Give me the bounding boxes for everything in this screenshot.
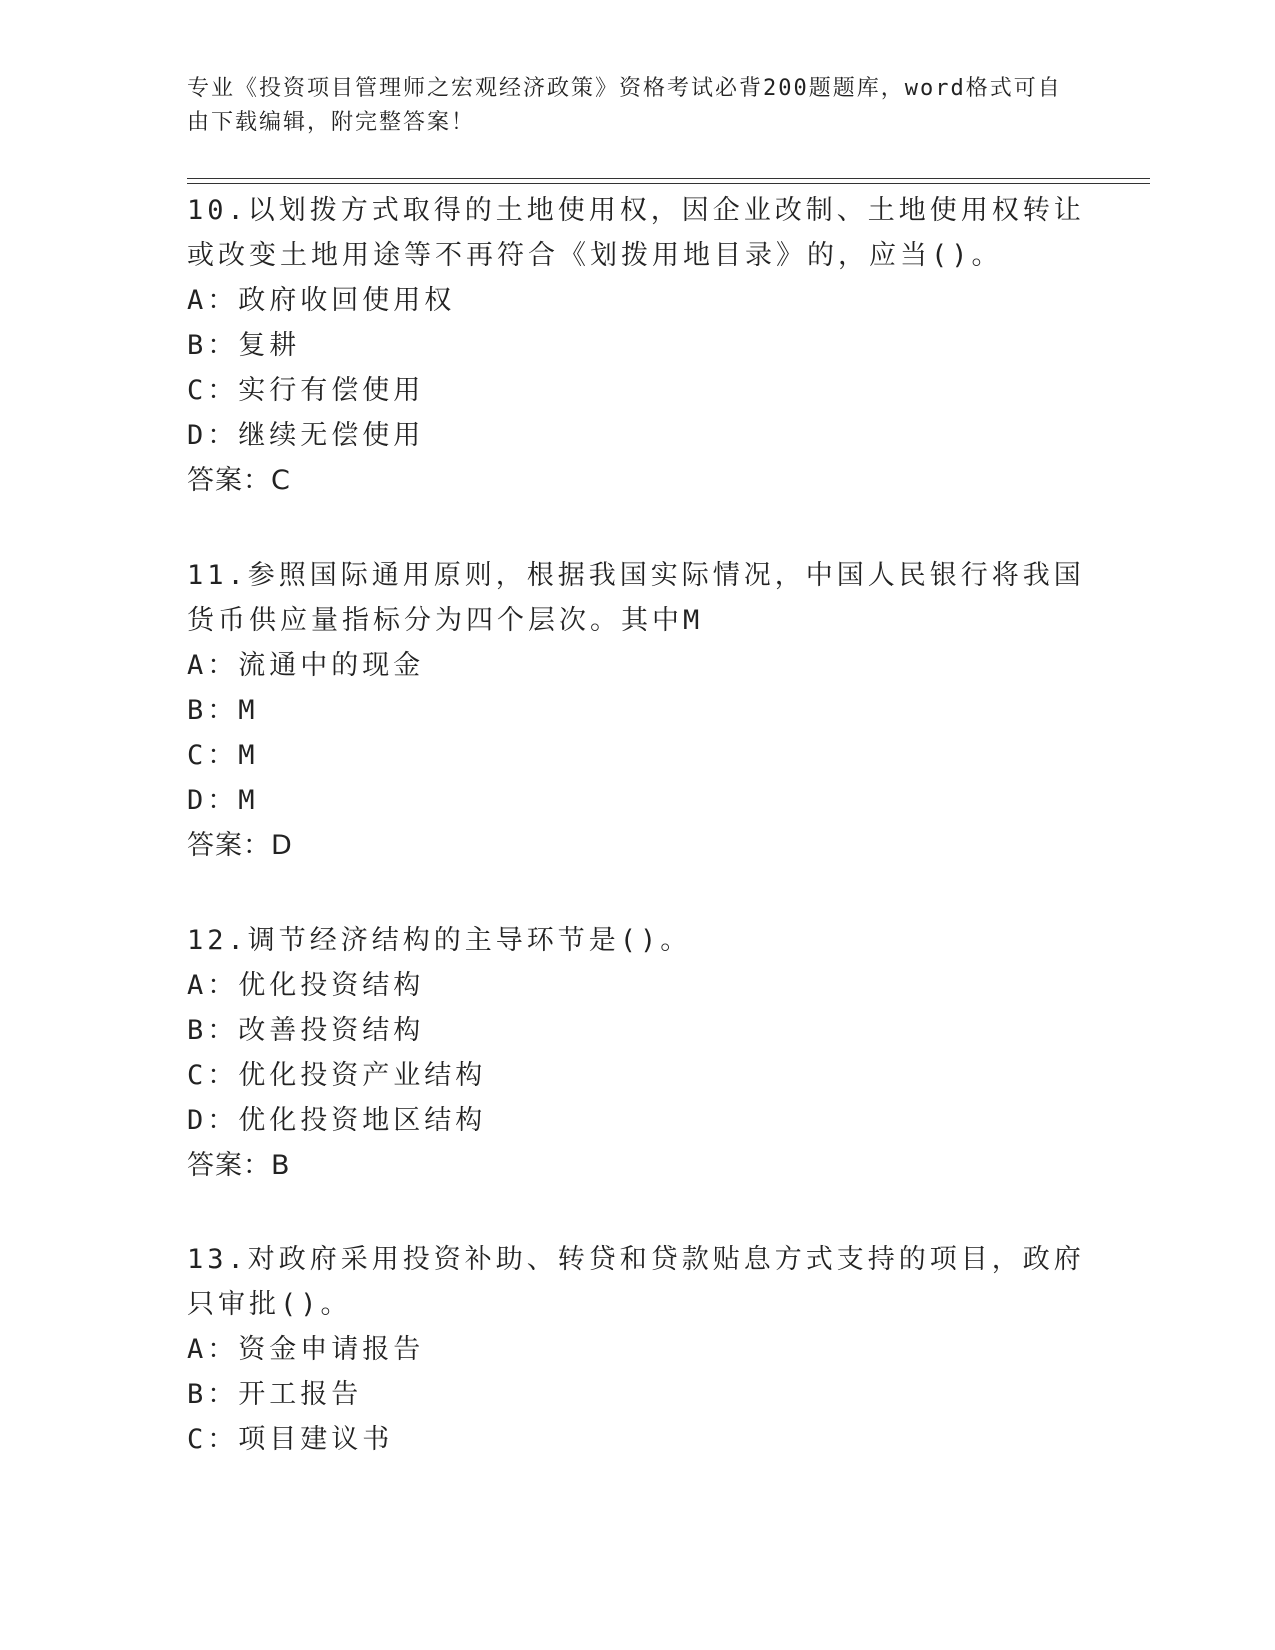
question-block (187, 553, 1087, 868)
question-stem: 10.以划拨方式取得的土地使用权，因企业改制、土地使用权转让或改变土地用途等不再符合《划拨用地目录》的，应当()。 (187, 195, 1085, 271)
option-c: C：M (187, 740, 259, 771)
answer-line: 答案：C (187, 465, 291, 496)
question-block (187, 918, 1087, 1188)
option-b: B：复耕 (187, 330, 301, 361)
option-b: B：开工报告 (187, 1379, 363, 1410)
option-c: C：实行有偿使用 (187, 375, 425, 406)
question-block (187, 1237, 1087, 1462)
option-d: D：优化投资地区结构 (187, 1105, 487, 1136)
question-stem: 11.参照国际通用原则，根据我国实际情况，中国人民银行将我国货币供应量指标分为四个层次。其中M (187, 560, 1085, 636)
option-d: D：继续无偿使用 (187, 420, 425, 451)
document-header: 专业《投资项目管理师之宏观经济政策》资格考试必背200题题库，word格式可自由下载编辑，附完整答案！ (187, 76, 1062, 135)
question-stem: 12.调节经济结构的主导环节是()。 (187, 925, 692, 956)
option-d: D：M (187, 785, 259, 816)
header-divider-line (187, 183, 1150, 184)
answer-line: 答案：B (187, 1150, 291, 1181)
question-stem: 13.对政府采用投资补助、转贷和贷款贴息方式支持的项目，政府只审批()。 (187, 1244, 1085, 1320)
header-divider-line (187, 178, 1150, 179)
option-c: C：优化投资产业结构 (187, 1060, 487, 1091)
answer-line: 答案：D (187, 830, 293, 861)
option-a: A：政府收回使用权 (187, 285, 456, 316)
option-a: A：资金申请报告 (187, 1334, 425, 1365)
option-b: B：改善投资结构 (187, 1015, 425, 1046)
question-block (187, 188, 1087, 503)
option-a: A：优化投资结构 (187, 970, 425, 1001)
option-a: A：流通中的现金 (187, 650, 425, 681)
option-c: C：项目建议书 (187, 1424, 394, 1455)
option-b: B：M (187, 695, 259, 726)
